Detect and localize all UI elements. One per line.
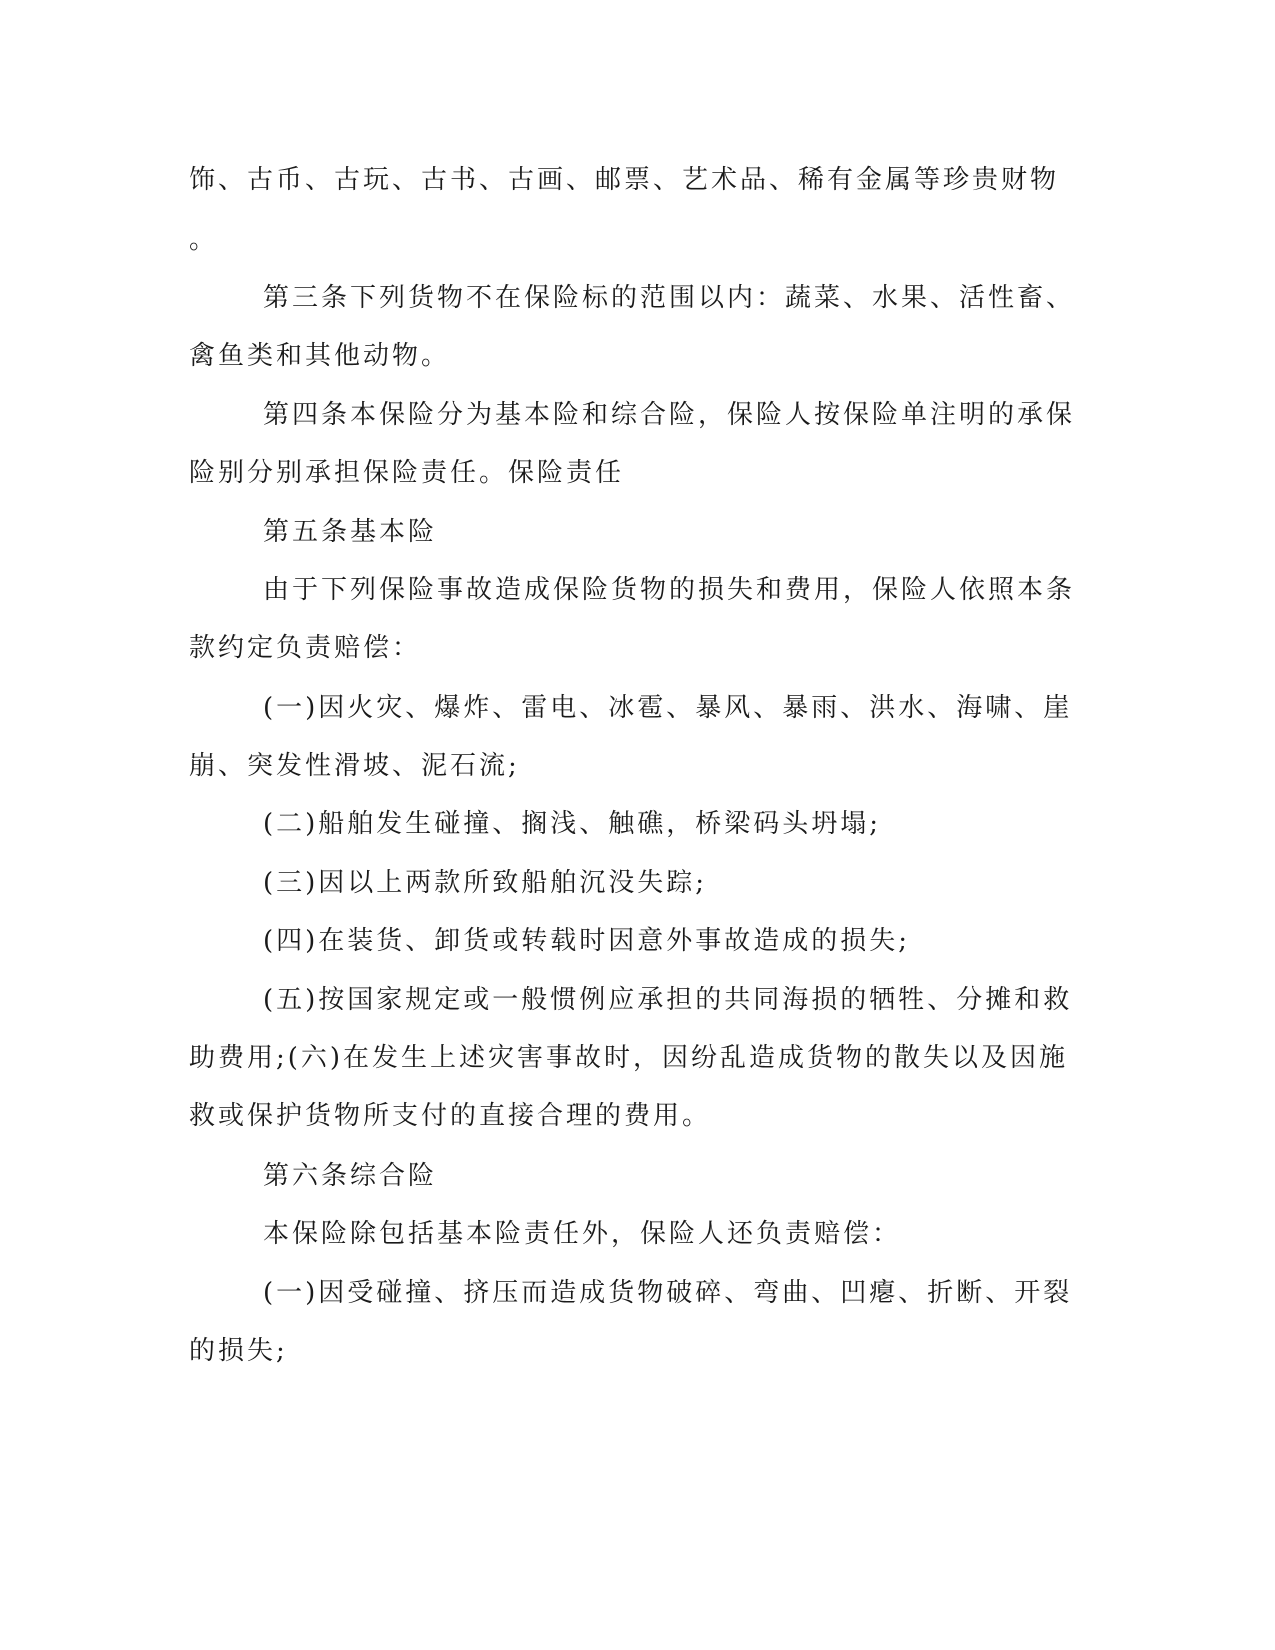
- text-line: 助费用;(六)在发生上述灾害事故时，因纷乱造成货物的散失以及因施: [189, 1043, 1069, 1073]
- list-item: (三)因以上两款所致船舶沉没失踪;: [263, 868, 708, 898]
- list-item: (一)因受碰撞、挤压而造成货物破碎、弯曲、凹瘪、折断、开裂: [263, 1278, 1073, 1308]
- clause-5-heading: 第五条基本险: [263, 517, 438, 547]
- text-line: 。: [189, 225, 219, 255]
- text-line: 救或保护货物所支付的直接合理的费用。: [189, 1101, 712, 1131]
- list-item: (五)按国家规定或一般惯例应承担的共同海损的牺牲、分摊和救: [263, 985, 1073, 1015]
- text-line: 由于下列保险事故造成保险货物的损失和费用，保险人依照本条: [263, 575, 1076, 605]
- text-line: 险别分别承担保险责任。保险责任: [189, 458, 625, 488]
- text-line: 的损失;: [189, 1336, 288, 1366]
- list-item: (二)船舶发生碰撞、搁浅、触礁，桥梁码头坍塌;: [263, 809, 882, 839]
- text-line: 本保险除包括基本险责任外，保险人还负责赔偿：: [263, 1219, 902, 1249]
- text-line: 饰、古币、古玩、古书、古画、邮票、艺术品、稀有金属等珍贵财物: [189, 165, 1060, 195]
- clause-3-line: 第三条下列货物不在保险标的范围以内：蔬菜、水果、活性畜、: [263, 283, 1076, 313]
- text-line: 款约定负责赔偿：: [189, 633, 422, 663]
- text-line: 禽鱼类和其他动物。: [189, 341, 451, 371]
- clause-6-heading: 第六条综合险: [263, 1161, 438, 1191]
- list-item: (四)在装货、卸货或转载时因意外事故造成的损失;: [263, 926, 911, 956]
- list-item: (一)因火灾、爆炸、雷电、冰雹、暴风、暴雨、洪水、海啸、崖: [263, 693, 1073, 723]
- text-line: 崩、突发性滑坡、泥石流;: [189, 751, 520, 781]
- clause-4-line: 第四条本保险分为基本险和综合险，保险人按保险单注明的承保: [263, 400, 1076, 430]
